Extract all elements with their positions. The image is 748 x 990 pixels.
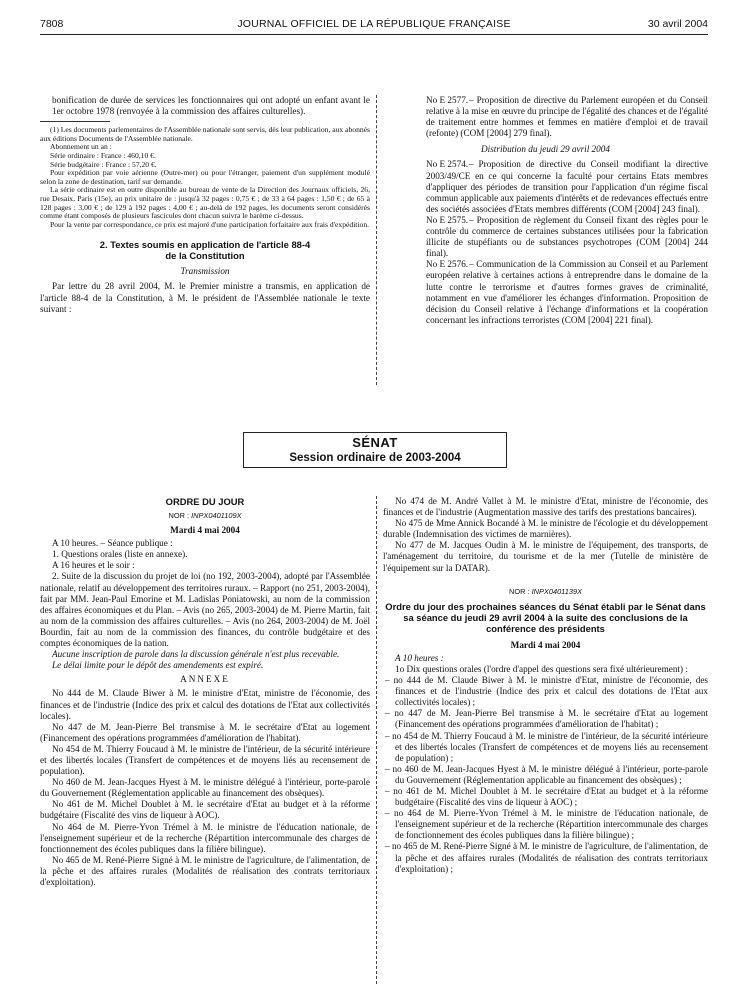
footnote-3: Série ordinaire : France : 460,10 €. xyxy=(50,150,156,160)
section-heading-line-1: 2. Textes soumis en application de l'article 88-4 xyxy=(99,239,311,251)
nor-code: INPX0401109X xyxy=(191,511,242,520)
session-date: Mardi 4 mai 2004 xyxy=(510,639,581,650)
page-number: 7808 xyxy=(40,18,64,30)
footnote-7: Pour la vente par correspondance, ce prix est majoré d'une participation forfaitaire aux frais d'expédition. xyxy=(50,219,370,229)
nor-code: INPX0401139X xyxy=(531,586,582,596)
senat-title: SÉNAT xyxy=(352,435,398,450)
question-list-item: – no 464 de M. Pierre-Yvon Trémel à M. le ministre de l'éducation nationale, de l'enseignement supérieur et de la recherche (Répartition intercommunale des charges de fonctionnement des écoles publiques dans la filière bilingue) ; xyxy=(385,808,708,841)
item-number: No E 2574. xyxy=(426,159,469,170)
page-header xyxy=(40,18,708,32)
question-477: No 477 de M. Jacques Oudin à M. le ministre de l'équipement, des transports, de l'aménagement du territoire, du tourisme et de la mer (Tutelle de ministère de l'équipement sur la DATAR). xyxy=(383,540,708,573)
bottom-left-column xyxy=(40,496,370,888)
prochaines-seances-title: Ordre du jour des prochaines séances du Sénat établi par le Sénat dans sa séance du jeudi 29 avril 2004 à la suite des conclusions de la conférence des présidents xyxy=(385,600,706,634)
question-460: No 460 de M. Jean-Jacques Hyest à M. le ministre délégué à l'intérieur, porte-parole du Gouvernement (Réglementation applicable au financement des obsèques). xyxy=(40,777,370,799)
agenda-line: A 10 heures. – Séance publique : xyxy=(52,538,173,549)
top-left-column xyxy=(40,95,370,315)
top-right-column xyxy=(383,95,708,326)
distribution-label: Distribution du jeudi 29 avril 2004 xyxy=(481,144,610,155)
senat-title-box xyxy=(243,432,507,468)
item-e2577: No E 2577.– Proposition de directive du Parlement européen et du Conseil relative à la mise en œuvre du principe de l'égalité des chances et de l'égalité de traitement entre hommes et femmes en matière d'emploi et de travail (refonte) (COM [2004] 279 final). xyxy=(426,95,708,139)
section-heading xyxy=(40,239,370,261)
agenda-line: 2. Suite de la discussion du projet de loi (no 192, 2003-2004), adopté par l'Assemblée nationale, relatif au développement des territoires ruraux. – Rapport (no 251, 2003-2004), fait par MM. Jean-Paul Emorine et M. Ladislas Poniatowski, au nom de la commission des affaires économiques et du Plan. – Avis (no 265, 2003-2004) de M. Pierre Martin, fait au nom de la commission des affaires culturelles. – Avis (no 264, 2003-2004) de M. Joël Bourdin, fait au nom de la commission des finances, du contrôle budgétaire et des comptes économiques de la nation. xyxy=(40,571,370,649)
header-rule xyxy=(40,34,708,35)
agenda-note: Aucune inscription de parole dans la discussion générale n'est plus recevable. xyxy=(52,649,340,660)
nor-reference: NOR : INPX0401139X xyxy=(509,586,582,596)
column-divider-bottom xyxy=(376,496,377,984)
bottom-right-column xyxy=(383,496,708,875)
question-list-item: – no 461 de M. Michel Doublet à M. le secrétaire d'Etat au budget et à la réforme budgétaire (Fiscalité des vins de liqueur à AOC) ; xyxy=(385,785,708,808)
footnote-6: La série ordinaire est en outre disponible au bureau de vente de la Direction des Journaux officiels, 26, rue Desaix, Paris (15e), au prix unitaire de : jusqu'à 32 pages : 0,75 € ; de 33 à 64 pages : 1,50 € ; de 65 à 128 pages : 3,00 € ; de 129 à 192 pages : 4,00 € ; au-delà de 192 pages, les documents seront considérés comme étant composés de plusieurs fascicules dont chacun suivra le barème ci-dessus. xyxy=(40,185,370,221)
question-list-item: – no 447 de M. Jean-Pierre Bel transmise à M. le secrétaire d'Etat au logement (Financement des opérations programmées d'amélioration de l'habitat) ; xyxy=(385,708,708,730)
question-464: No 464 de M. Pierre-Yvon Trémel à M. le ministre de l'éducation nationale, de l'enseignement supérieur et de la recherche (Répartition intercommunale des charges de fonctionnement des écoles publiques dans la filière bilingue). xyxy=(40,821,370,854)
agenda-line: A 10 heures : xyxy=(395,652,444,663)
question-465: No 465 de M. René-Pierre Signé à M. le ministre de l'agriculture, de l'alimentation, de la pêche et des affaires rurales (Modalités de réalisation des contrats territoriaux d'exploitation). xyxy=(40,854,370,887)
question-461: No 461 de M. Michel Doublet à M. le secrétaire d'Etat au budget et à la réforme budgétaire (Fiscalité des vins de liqueur à AOC). xyxy=(40,799,370,821)
nor-reference: NOR : INPX0401109X xyxy=(168,511,242,520)
question-444: No 444 de M. Claude Biwer à M. le ministre d'Etat, ministre de l'économie, des finances et de l'industrie (Indice des prix et calcul des dotations de l'Etat aux collectivités locales). xyxy=(40,688,370,721)
item-e2576: No E 2576.– Communication de la Commission au Conseil et au Parlement européen relative à certaines actions à entreprendre dans le domaine de la lutte contre le terrorisme et d'autres formes graves de criminalité, notamment en vue d'améliorer les échanges d'information. Proposition de décision du Conseil relative à l'échange d'informations et la coopération concernant les infractions terroristes (COM [2004] 221 final). xyxy=(426,259,708,325)
question-list-item: – no 460 de M. Jean-Jacques Hyest à M. le ministre délégué à l'intérieur, porte-parole du Gouvernement (Réglementation applicable au financement des obsèques) ; xyxy=(385,763,708,785)
transmission-text: Par lettre du 28 avril 2004, M. le Premier ministre a transmis, en application de l'article 88-4 de la Constitution, à M. le président de l'Assemblée nationale le texte suivant : xyxy=(40,281,370,314)
item-e2574: No E 2574.– Proposition de directive du Conseil modifiant la directive 2003/49/CE en ce qui concerne la faculté pour certains Etats membres d'appliquer des périodes de transition pour l'application d'un régime fiscal commun applicable aux paiements d'intérêts et de redevances effectués entre des sociétés associées d'Etats membres différents (COM [2004] 243 final). xyxy=(426,159,708,214)
item-number: No E 2577. xyxy=(426,95,469,105)
question-list-item: – no 465 de M. René-Pierre Signé à M. le ministre de l'agriculture, de l'alimentation, de la pêche et des affaires rurales (Modalités de réalisation des contrats territoriaux d'exploitation) ; xyxy=(385,841,708,874)
journal-title: JOURNAL OFFICIEL DE LA RÉPUBLIQUE FRANÇAISE xyxy=(237,18,511,30)
question-475: No 475 de Mme Annick Bocandé à M. le ministre de l'écologie et du développement durable (Indemnisation des victimes de marnières). xyxy=(383,518,708,540)
session-date: Mardi 4 mai 2004 xyxy=(170,525,240,536)
question-447: No 447 de M. Jean-Pierre Bel transmise à M. le secrétaire d'Etat au logement (Financement des opérations programmées d'amélioration de l'habitat). xyxy=(40,721,370,743)
question-list-item: – no 444 de M. Claude Biwer à M. le ministre d'Etat, ministre de l'économie, des finances et de l'industrie (Indice des prix et calcul des dotations de l'Etat aux collectivités locales) ; xyxy=(385,675,708,708)
question-474: No 474 de M. André Vallet à M. le ministre d'Etat, ministre de l'économie, des finances et de l'industrie (Augmentation massive des tarifs des prestations bancaires). xyxy=(383,496,708,518)
column-divider-top xyxy=(376,95,377,385)
ordre-du-jour-title: ORDRE DU JOUR xyxy=(165,496,245,507)
item-number: No E 2576. xyxy=(426,259,469,270)
transmission-label: Transmission xyxy=(180,266,230,277)
item-e2575: No E 2575.– Proposition de règlement du Conseil fixant des règles pour le contrôle du commerce de certaines substances utilisées pour la fabrication illicite de stupéfiants ou de substances psychotropes (COM [2004] 244 final). xyxy=(426,214,708,259)
footnote-1: (1) Les documents parlementaires de l'Assemblée nationale sont servis, dès leur publication, aux abonnés aux éditions Documents de l'Assemblée nationale. xyxy=(40,125,371,143)
question-list-item: – no 454 de M. Thierry Foucaud à M. le ministre de l'intérieur, de la sécurité intérieure et des libertés locales (Transfert de compétences et de moyens liés au recensement de population) ; xyxy=(385,730,708,763)
senat-subtitle: Session ordinaire de 2003-2004 xyxy=(289,452,461,464)
agenda-line: 1. Questions orales (liste en annexe). xyxy=(52,549,188,560)
item-number: No E 2575. xyxy=(426,214,469,225)
footnote-rule xyxy=(40,121,110,122)
agenda-line: 1o Dix questions orales (l'ordre d'appel des questions sera fixé ultérieurement) : xyxy=(395,663,688,674)
section-heading-line-2: de la Constitution xyxy=(165,250,245,262)
question-454: No 454 de M. Thierry Foucaud à M. le ministre de l'intérieur, de la sécurité intérieure et des libertés locales (Transfert de compétences et de moyens liés au recensement de population). xyxy=(40,743,370,777)
issue-date: 30 avril 2004 xyxy=(647,18,708,30)
continuation-text: bonification de durée de services les fonctionnaires qui ont adopté un enfant avant le 1er octobre 1978 (renvoyée à la commission des affaires culturelles). xyxy=(52,95,370,117)
footnote-4: Série budgétaire : France : 57,20 €. xyxy=(50,159,157,169)
agenda-line: A 16 heures et le soir : xyxy=(52,560,135,571)
footnote-2: Abonnement un an : xyxy=(50,142,112,152)
footnotes xyxy=(40,126,370,229)
annexe-heading: ANNEXE xyxy=(180,674,230,685)
agenda-note: Le délai limite pour le dépôt des amendements est expiré. xyxy=(52,660,264,671)
footnote-5: Pour expédition par voie aérienne (Outre-mer) ou pour l'étranger, paiement d'un supplément modulé selon la zone de destination, tarif sur demande. xyxy=(40,168,370,186)
